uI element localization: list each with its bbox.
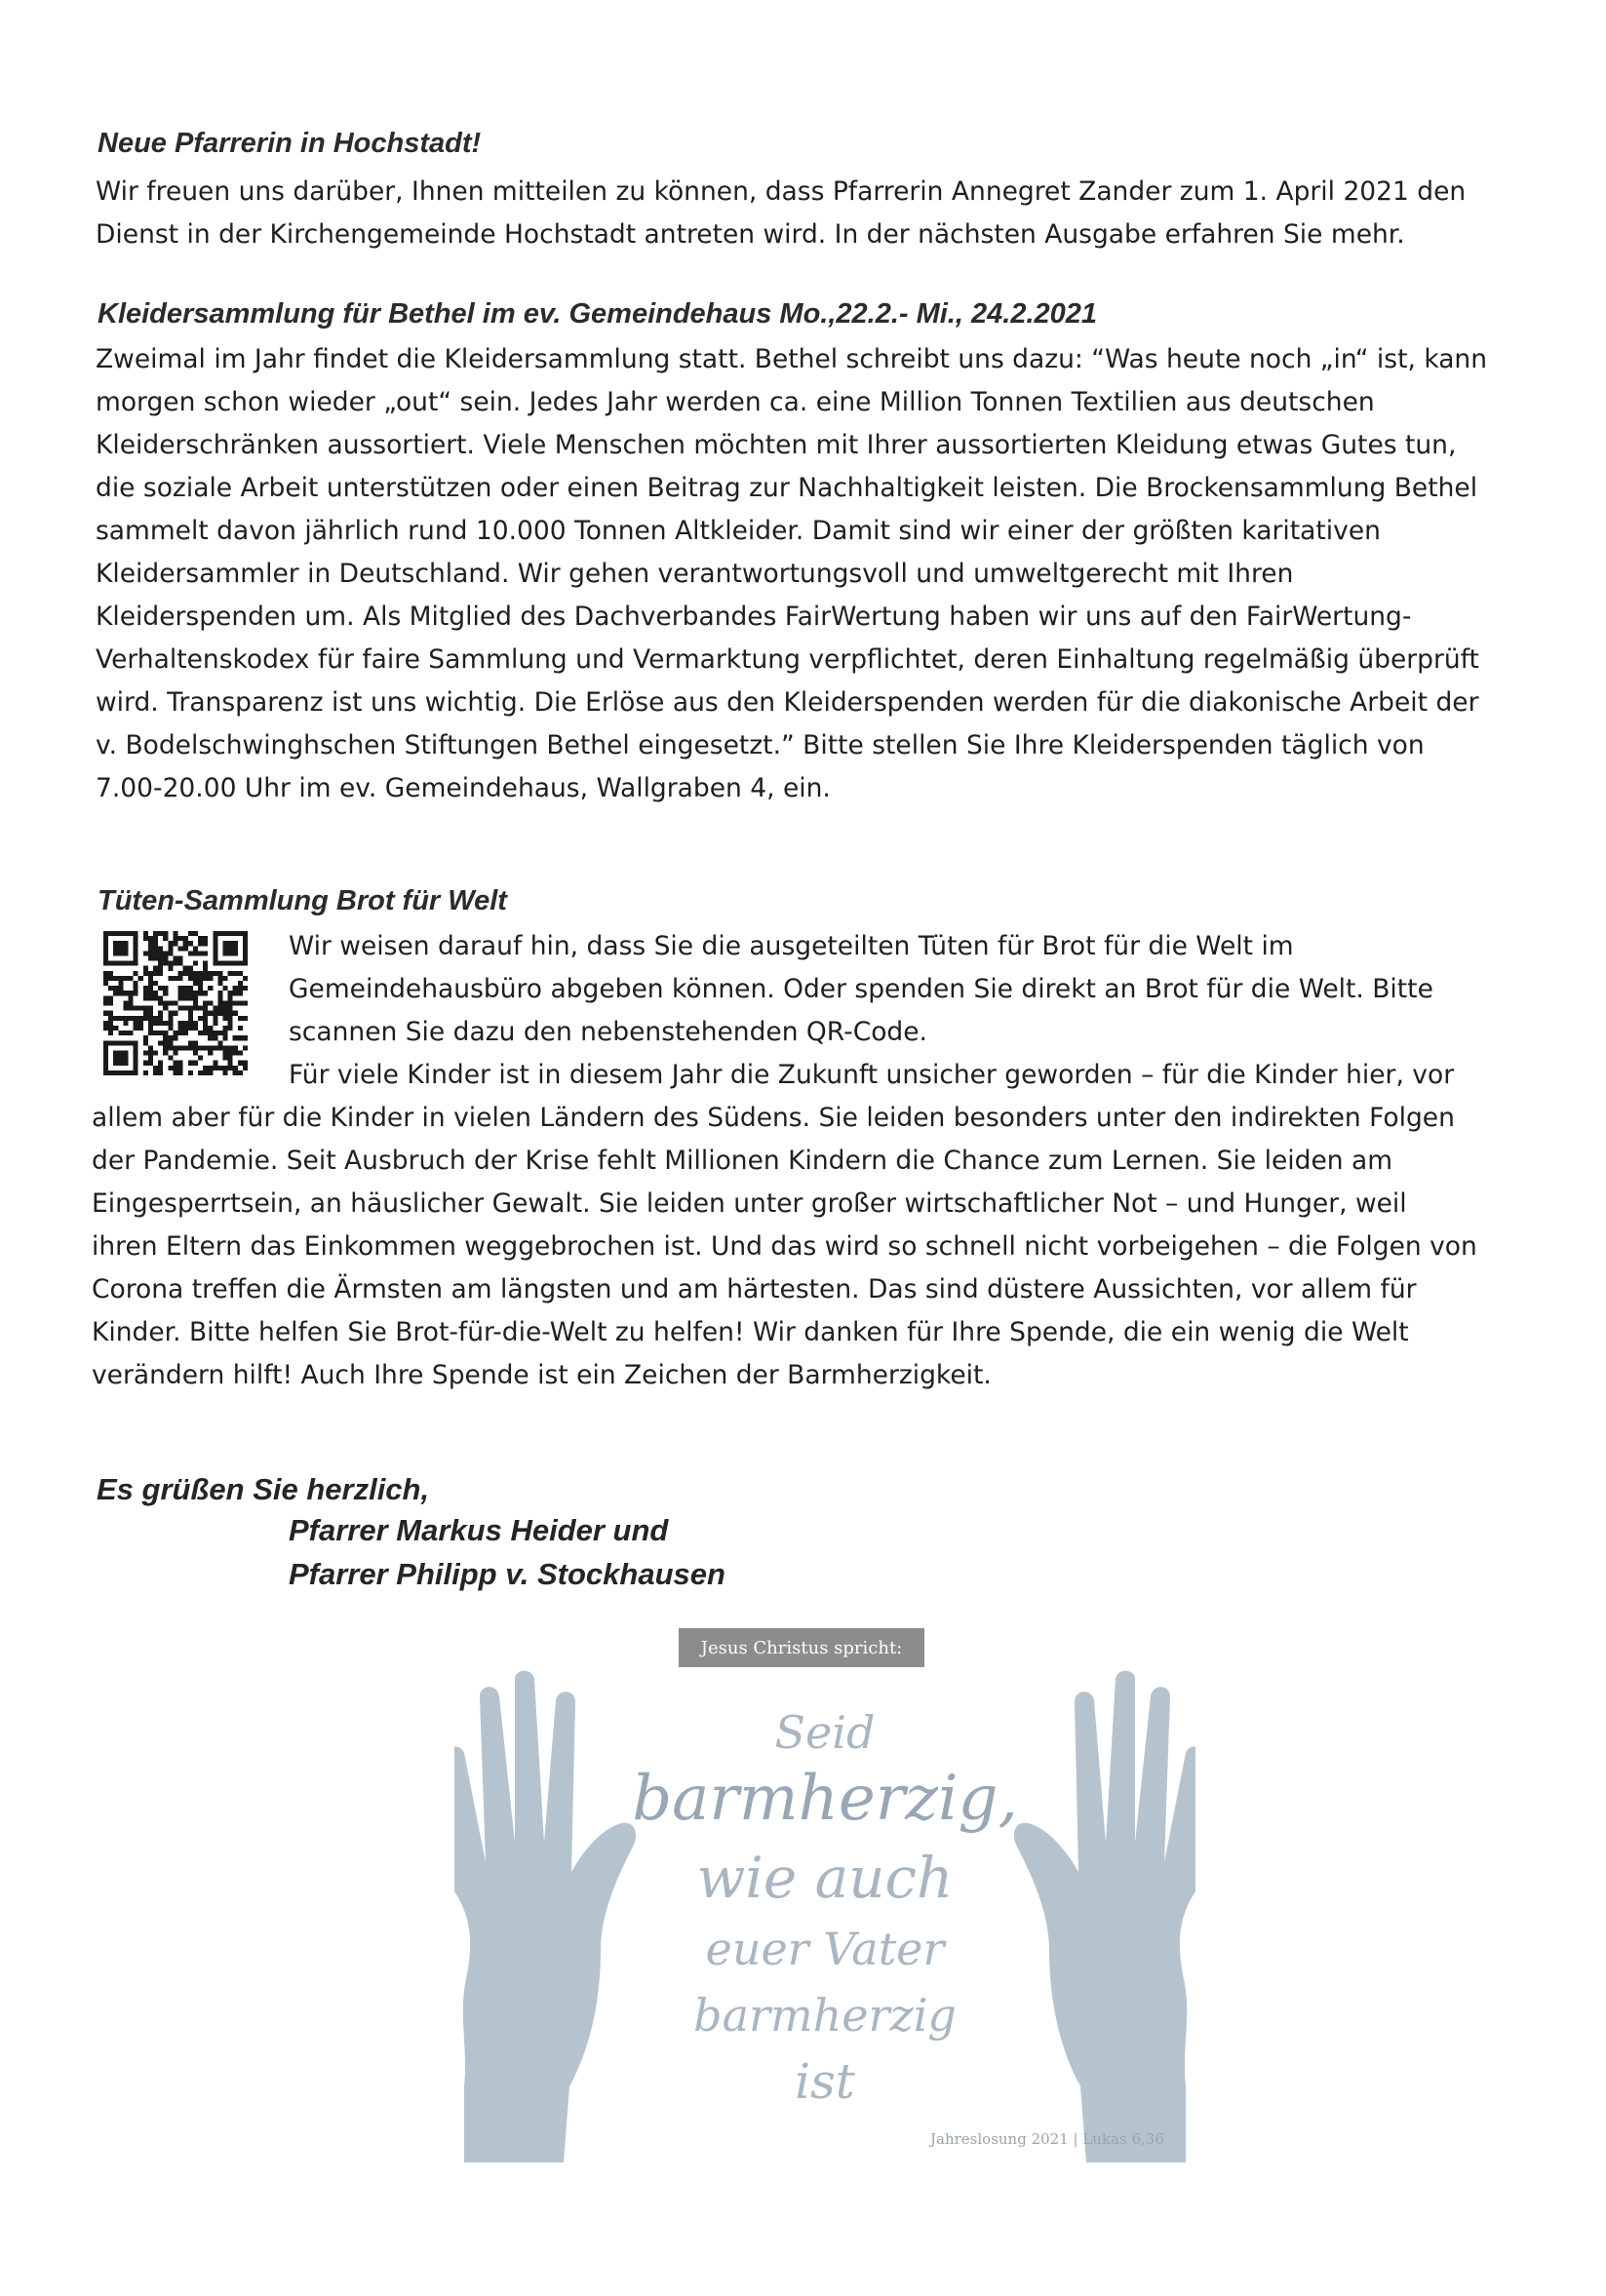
paragraph-bag-collection-intro: [289, 925, 1527, 1097]
text-line: Verhaltenskodex für faire Sammlung und Vermarktung verpflichtet, deren Einhaltung regelmäßig überprüft: [96, 644, 1479, 675]
verse-line: barmherzig,: [632, 1763, 1018, 1835]
text-line: Wir weisen darauf hin, dass Sie die ausgeteilten Tüten für Brot für die Welt im: [289, 931, 1294, 961]
text-line: Gemeindehausbüro abgeben können. Oder spenden Sie direkt an Brot für die Welt. Bitte: [289, 974, 1433, 1004]
text-line: Wir freuen uns darüber, Ihnen mitteilen zu können, dass Pfarrerin Annegret Zander zum 1. April 2021 den: [96, 176, 1467, 207]
text-line: morgen schon wieder „out“ sein. Jedes Jahr werden ca. eine Million Tonnen Textilien aus deutschen: [96, 387, 1375, 417]
text-line: sammelt davon jährlich rund 10.000 Tonnen Altkleider. Damit sind wir einer der größten karitativen: [96, 516, 1381, 546]
text-line: Zweimal im Jahr findet die Kleidersammlung statt. Bethel schreibt uns dazu: “Was heute noch „in“ ist, kann: [96, 344, 1488, 374]
verse-line: wie auch: [696, 1845, 954, 1911]
annual-motto-poster: [454, 1628, 1195, 2164]
text-line: Für viele Kinder ist in diesem Jahr die Zukunft unsicher geworden – für die Kinder hier, vor: [289, 1060, 1455, 1090]
text-line: Kleidersammler in Deutschland. Wir gehen verantwortungsvoll und umweltgerecht mit Ihren: [96, 559, 1294, 589]
signer-2: Pfarrer Philipp v. Stockhausen: [289, 1557, 725, 1591]
motto-caption: Jahreslosung 2021 | Lukas 6,36: [930, 2130, 1164, 2148]
text-line: Kinder. Bitte helfen Sie Brot-für-die-Welt zu helfen! Wir danken für Ihre Spende, die ein wenig die Welt: [92, 1317, 1409, 1347]
text-line: scannen Sie dazu den nebenstehenden QR-Code.: [289, 1017, 927, 1047]
verse-line: ist: [795, 2053, 855, 2110]
paragraph-clothing-collection: [96, 338, 1529, 810]
paragraph-new-pastor: [96, 171, 1529, 256]
text-line: 7.00-20.00 Uhr im ev. Gemeindehaus, Wallgraben 4, ein.: [96, 773, 831, 803]
text-line: die soziale Arbeit unterstützen oder einen Beitrag zur Nachhaltigkeit leisten. Die Brockensammlung Bethel: [96, 473, 1478, 503]
text-line: Kleiderschränken aussortiert. Viele Menschen möchten mit Ihrer aussortierten Kleidung etwas Gutes tun,: [96, 430, 1457, 460]
closing-greeting: Es grüßen Sie herzlich,: [97, 1472, 430, 1506]
text-line: wird. Transparenz ist uns wichtig. Die Erlöse aus den Kleiderspenden werden für die diakonische Arbeit der: [96, 687, 1479, 718]
paragraph-bag-collection: [92, 1097, 1525, 1397]
text-line: Kleiderspenden um. Als Mitglied des Dachverbandes FairWertung haben wir uns auf den FairWertung-: [96, 602, 1412, 632]
text-line: v. Bodelschwinghschen Stiftungen Bethel eingesetzt.” Bitte stellen Sie Ihre Kleiderspenden täglich von: [96, 730, 1425, 760]
signer-1: Pfarrer Markus Heider und: [289, 1513, 669, 1547]
motto-label: [679, 1628, 924, 1667]
motto-label-text: Jesus Christus spricht:: [700, 1637, 903, 1658]
heading-bag-collection: Tüten-Sammlung Brot für Welt: [98, 885, 507, 916]
verse-line: euer Vater: [705, 1923, 945, 1975]
text-line: ihren Eltern das Einkommen weggebrochen ist. Und das wird so schnell nicht vorbeigehen – die Folgen von: [92, 1231, 1477, 1262]
text-line: allem aber für die Kinder in vielen Ländern des Südens. Sie leiden besonders unter den indirekten Folgen: [92, 1103, 1455, 1133]
verse-line: barmherzig: [693, 1989, 957, 2042]
text-line: Corona treffen die Ärmsten am längsten und am härtesten. Das sind düstere Aussichten, vor allem für: [92, 1274, 1417, 1304]
text-line: verändern hilft! Auch Ihre Spende ist ein Zeichen der Barmherzigkeit.: [92, 1360, 992, 1390]
text-line: Dienst in der Kirchengemeinde Hochstadt antreten wird. In der nächsten Ausgabe erfahren Sie mehr.: [96, 219, 1405, 250]
heading-new-pastor: Neue Pfarrerin in Hochstadt!: [98, 128, 482, 159]
verse-line: Seid: [774, 1706, 876, 1759]
text-line: Eingesperrtsein, an häuslicher Gewalt. Sie leiden unter großer wirtschaftlicher Not – und Hunger, weil: [92, 1188, 1407, 1219]
heading-clothing-collection: Kleidersammlung für Bethel im ev. Gemeindehaus Mo.,22.2.- Mi., 24.2.2021: [98, 298, 1098, 330]
text-line: der Pandemie. Seit Ausbruch der Krise fehlt Millionen Kindern die Chance zum Lernen. Sie leiden am: [92, 1146, 1393, 1176]
qr-code-icon[interactable]: [103, 931, 248, 1075]
